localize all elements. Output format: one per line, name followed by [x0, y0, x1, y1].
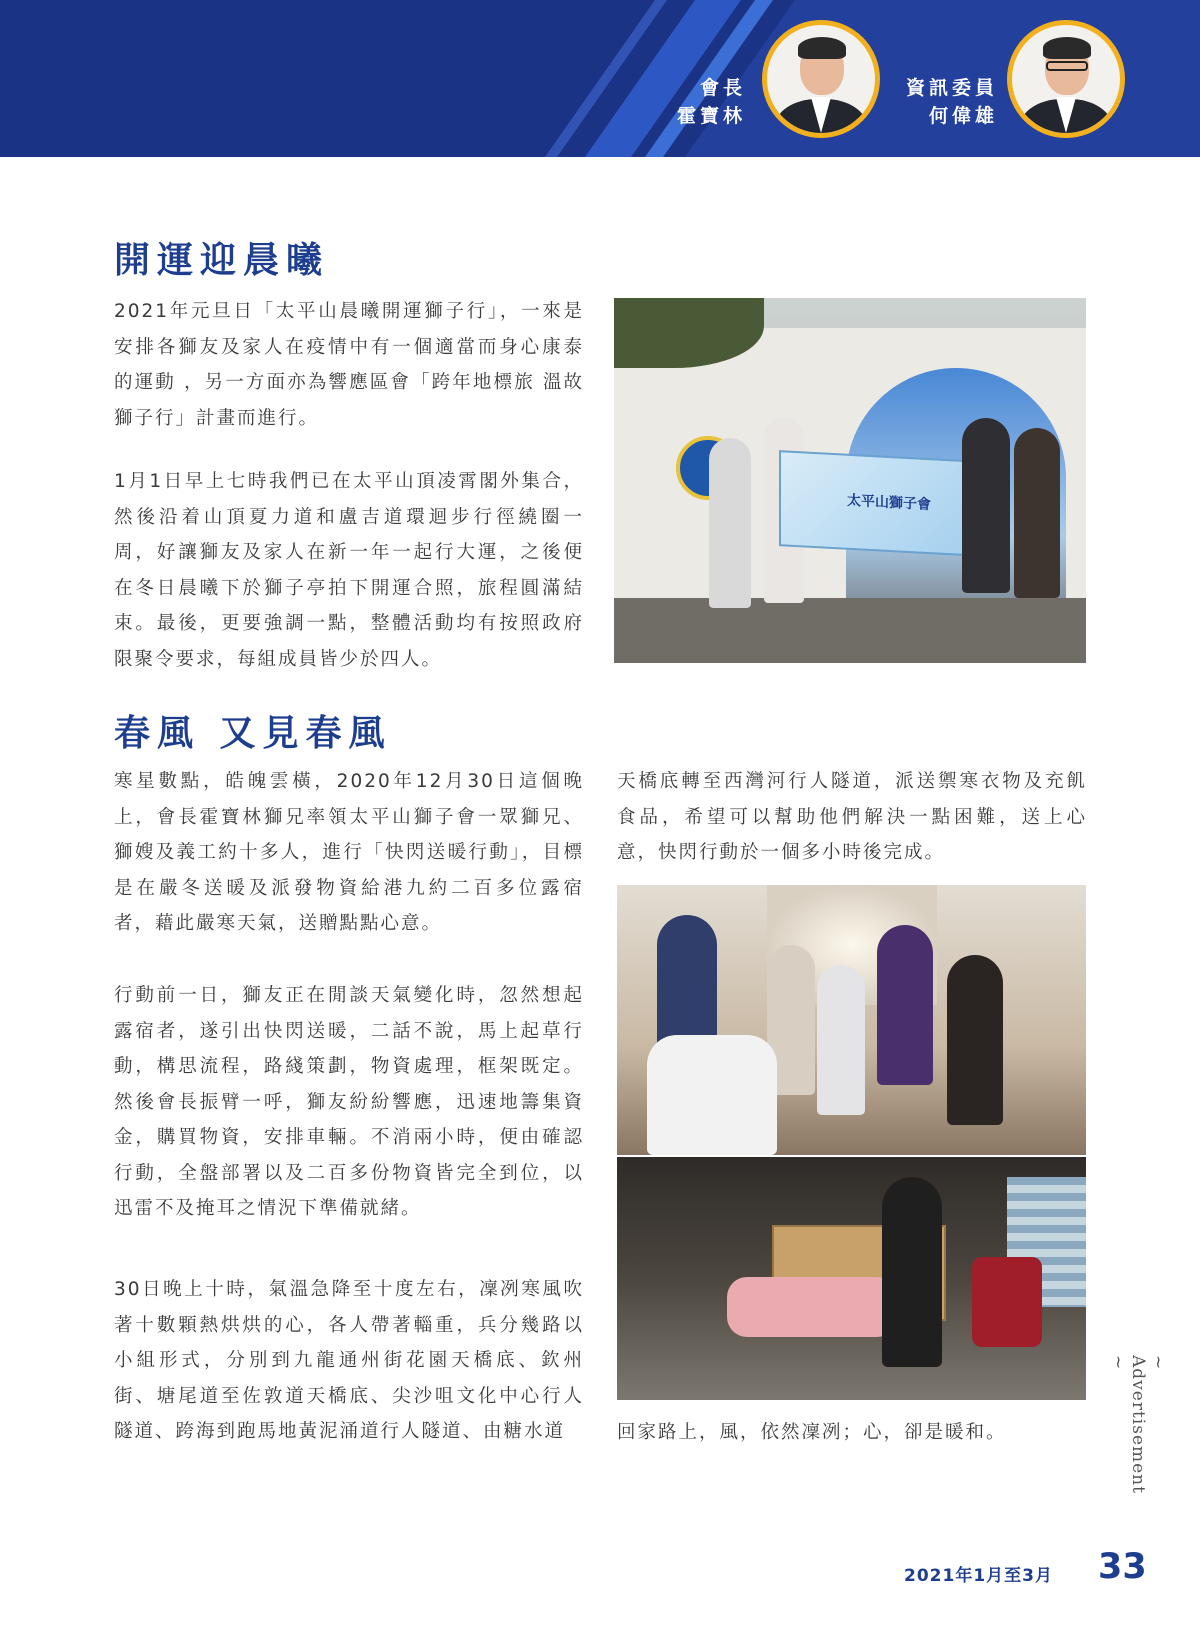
- president-caption: [640, 74, 746, 130]
- president-name: 霍寶林: [676, 105, 746, 127]
- it-committee-name: 何偉雄: [928, 105, 998, 127]
- it-committee-caption: [890, 74, 998, 130]
- page-number: 33: [1098, 1547, 1147, 1587]
- section2-paragraph-continued: 天橋底轉至西灣河行人隧道，派送禦寒衣物及充飢食品，希望可以幫助他們解決一點困難，送上心意，快閃行動於一個多小時後完成。: [617, 771, 1087, 863]
- section2-paragraph: 行動前一日，獅友正在閒談天氣變化時，忽然想起露宿者，遂引出快閃送暖，二話不說，馬上起草行動，構思流程，路綫策劃，物資處理，框架既定。然後會長振臂一呼，獅友紛紛響應，迅速地籌集資金，購買物資，安排車輛。不消兩小時，便由確認行動，全盤部署以及二百多份物資皆完全到位，以迅雷不及掩耳之情況下準備就緒。: [114, 985, 584, 1219]
- president-portrait: [762, 20, 880, 138]
- section2-paragraph: 寒星數點，皓魄雲橫，2020年12月30日這個晚上，會長霍寶林獅兄率領太平山獅子會一眾獅兄、獅嫂及義工約十多人，進行「快閃送暖行動」，目標是在嚴冬送暖及派發物資給港九約二百多位露宿者，藉此嚴寒天氣，送贈點點心意。: [114, 771, 584, 934]
- issue-date: 2021年1月至3月: [904, 1566, 1053, 1586]
- advertisement-label: ~ Advertisement ~: [1108, 1355, 1168, 1494]
- section2-paragraph: 30日晚上十時，氣溫急降至十度左右，凜冽寒風吹著十數顆熱烘烘的心，各人帶著輜重，兵分幾路以小組形式，分別到九龍通州街花園天橋底、欽州街、塘尾道至佐敦道天橋底、尖沙咀文化中心行人隧道、跨海到跑馬地黃泥涌道行人隧道、由糖水道: [114, 1279, 584, 1442]
- president-role: 會長: [699, 77, 746, 99]
- it-committee-portrait: [1007, 20, 1125, 138]
- section1-title: 開運迎晨曦: [114, 240, 330, 281]
- supplies-photo: [617, 1157, 1086, 1400]
- tunnel-group-photo: [617, 885, 1086, 1155]
- section1-paragraph: 2021年元旦日「太平山晨曦開運獅子行」，一來是安排各獅友及家人在疫情中有一個適當而身心康泰的運動 ，另一方面亦為響應區會「跨年地標旅 溫故獅子行」計畫而進行。: [114, 301, 584, 429]
- closing-caption: 回家路上，風，依然凜冽；心，卻是暖和。: [617, 1422, 1007, 1443]
- peak-banner-text: 太平山獅子會: [847, 492, 931, 514]
- header-banner: [0, 0, 1200, 157]
- it-committee-role: 資訊委員: [905, 77, 998, 99]
- section2-title: 春風 又見春風: [114, 713, 392, 754]
- peak-group-photo: [614, 298, 1086, 663]
- section1-paragraph: 1月1日早上七時我們已在太平山頂凌霄閣外集合，然後沿着山頂夏力道和盧吉道環迴步行徑繞圈一周，好讓獅友及家人在新一年一起行大運，之後便在冬日晨曦下於獅子亭拍下開運合照，旅程圓滿結束。最後，更要強調一點，整體活動均有按照政府限聚令要求，每組成員皆少於四人。: [114, 471, 584, 670]
